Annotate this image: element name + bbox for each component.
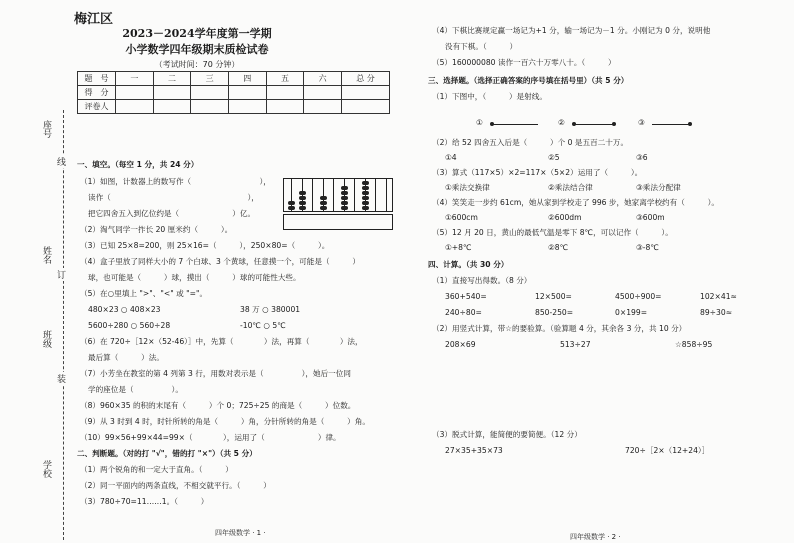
line-figure [492, 124, 538, 125]
section-fill-blank: 一、填空。（每空 1 分，共 24 分） [77, 160, 199, 169]
question-text: （8）960×35 的积的末尾有（ ）个 0；725÷25 的商是（ ）位数。 [80, 401, 356, 410]
abacus-bead [341, 191, 348, 195]
exam-time: （考试时间：70 分钟） [154, 60, 240, 69]
question-text: （9）从 3 时到 4 时，时针所转的角是（ ）角，分针所转的角是（ ）角。 [80, 417, 370, 426]
abacus-bead [362, 201, 369, 205]
question-text: （6）在 720÷［12×（52-46）］中，先算（ ）法，再算（ ）法， [80, 337, 363, 346]
choice-option[interactable]: ②600dm [548, 213, 582, 222]
calc-item: 240÷80= [445, 308, 482, 317]
calc-item: 208×69 [445, 340, 476, 349]
question-text: （2）淘气同学一拃长 20 厘米约（ ）。 [80, 225, 233, 234]
question-text: （4）盒子里放了同样大小的 7 个白球、3 个黄球，任意摸一个，可能是（ ） [80, 257, 360, 266]
abacus-rod [354, 178, 355, 212]
calc-item: 27×35+35×73 [445, 446, 503, 455]
choice-option[interactable]: ②5 [548, 153, 560, 162]
abacus-rod [375, 178, 376, 212]
choice-option[interactable]: ③600m [636, 213, 665, 222]
choice-option[interactable]: ②乘法结合律 [548, 183, 593, 192]
score-cell: 题 号 [78, 72, 116, 86]
score-input-cell[interactable] [153, 86, 191, 100]
calc-item: 12×500= [535, 292, 572, 301]
grader-input-cell[interactable] [228, 100, 266, 114]
grader-input-cell[interactable] [191, 100, 229, 114]
score-cell: 得 分 [78, 86, 116, 100]
option-label: ② [558, 118, 565, 127]
question-text: （2）给 52 四舍五入后是（ ）个 0 是五百二十万。 [432, 138, 629, 147]
exam-title: 小学数学四年级期末质检试卷 [125, 43, 269, 56]
line-figure [574, 124, 614, 125]
calc-item: 89÷30≈ [700, 308, 733, 317]
abacus-bead [288, 201, 295, 205]
score-input-cell[interactable] [228, 86, 266, 100]
abacus-bead [362, 196, 369, 200]
question-text: （1）直接写出得数。（8 分） [432, 276, 532, 285]
score-cell: 四 [228, 72, 266, 86]
grader-input-cell[interactable] [153, 100, 191, 114]
point-mark [612, 122, 616, 126]
question-text: （10）99×56+99×44=99×（ ），运用了（ ）律。 [80, 433, 341, 442]
binding-char: 装 [57, 372, 66, 385]
abacus-rod [312, 178, 313, 212]
abacus-bead [320, 206, 327, 210]
abacus-bead [341, 186, 348, 190]
abacus-bead [288, 206, 295, 210]
binding-char: 订 [57, 268, 66, 281]
choice-option[interactable]: ①+8℃ [445, 243, 472, 252]
binding-dashed-line [63, 110, 64, 540]
question-text: （1）下图中，（ ）是射线。 [432, 92, 547, 101]
question-text: （3）算式（117×5）×2=117×（5×2）运用了（ ）。 [432, 168, 643, 177]
question-text: 把它四舍五入到亿位约是（ ）亿。 [88, 209, 256, 218]
abacus-bead [362, 186, 369, 190]
school-label: 学校 [41, 460, 51, 478]
abacus-bead [299, 191, 306, 195]
calc-item: 0×199= [615, 308, 648, 317]
calc-item: 360+540= [445, 292, 487, 301]
class-label: 班级 [41, 330, 51, 348]
grader-input-cell[interactable] [304, 100, 342, 114]
abacus-place-labels [283, 214, 393, 230]
binding-char: 线 [57, 155, 66, 168]
section-choice: 三、选择题。（选择正确答案的序号填在括号里）（共 5 分） [428, 76, 629, 85]
option-label: ③ [638, 118, 645, 127]
question-text: （4）下棋比赛规定赢一场记为+1 分，输一场记为－1 分。小刚记为 0 分，说明他 [432, 26, 711, 35]
abacus-bead [362, 181, 369, 185]
abacus-bead [362, 206, 369, 210]
abacus-figure [283, 178, 393, 230]
question-text: 读作（ ）， [88, 193, 259, 202]
score-table-header-row [78, 72, 390, 86]
question-text: 最后算（ ）法。 [88, 353, 164, 362]
score-table-row [78, 86, 390, 100]
calc-item: 720÷［2×（12+24）］ [625, 446, 710, 455]
calc-item: ☆858÷95 [675, 340, 713, 349]
question-text: （5）在○里填上 ">"、"<" 或 "="。 [80, 289, 208, 298]
score-input-cell[interactable] [191, 86, 229, 100]
question-text: （1）如图，计数器上的数写作（ ）， [80, 177, 271, 186]
score-cell: 五 [266, 72, 304, 86]
choice-option[interactable]: ③-8℃ [636, 243, 659, 252]
question-text: （1）两个锐角的和一定大于直角。（ ） [80, 465, 233, 474]
abacus-rod [386, 178, 387, 212]
compare-item: 480×23 ○ 408×23 [88, 305, 161, 314]
choice-option[interactable]: ②8℃ [548, 243, 569, 252]
district-stamp: 梅江区 [74, 12, 114, 27]
calc-item: 850-250= [535, 308, 574, 317]
score-table [77, 71, 390, 114]
calc-item: 4500÷900= [615, 292, 662, 301]
score-input-cell[interactable] [342, 86, 390, 100]
choice-option[interactable]: ①乘法交换律 [445, 183, 490, 192]
score-cell: 一 [116, 72, 154, 86]
calc-item: 102×41≈ [700, 292, 737, 301]
question-text: （5）160000080 读作一百六十万零八十。（ ） [432, 58, 616, 67]
question-text: （7）小芳坐在教室的第 4 列第 3 行，用数对表示是（ ），她后一位同 [80, 369, 351, 378]
question-text: （3）脱式计算，能简便的要简便。（12 分） [432, 430, 582, 439]
abacus-bead [341, 206, 348, 210]
question-text: （2）同一平面内的两条直线，不相交就平行。（ ） [80, 481, 271, 490]
compare-item: 5600÷280 ○ 560÷28 [88, 321, 171, 330]
score-cell: 六 [304, 72, 342, 86]
abacus-bead [341, 196, 348, 200]
choice-option[interactable]: ①4 [445, 153, 457, 162]
abacus-bead [299, 196, 306, 200]
grader-input-cell[interactable] [266, 100, 304, 114]
score-cell: 三 [191, 72, 229, 86]
seat-label: 座号 [41, 120, 51, 138]
abacus-bead [320, 196, 327, 200]
score-cell: 总 分 [342, 72, 390, 86]
choice-option[interactable]: ③乘法分配律 [636, 183, 681, 192]
abacus-bead [341, 201, 348, 205]
point-mark [688, 122, 692, 126]
score-input-cell[interactable] [304, 86, 342, 100]
abacus-bead [362, 191, 369, 195]
section-calculation: 四、计算。（共 30 分） [428, 260, 509, 269]
ray-figures [476, 118, 706, 132]
grader-input-cell[interactable] [116, 100, 154, 114]
page-footer-2: 四年级数学 · 2 · [570, 533, 621, 541]
page-footer-1: 四年级数学 · 1 · [215, 529, 266, 537]
question-text: （5）12 月 20 日，黄山的最低气温是零下 8℃，可以记作（ ）。 [432, 228, 673, 237]
score-cell: 评卷人 [78, 100, 116, 114]
score-input-cell[interactable] [266, 86, 304, 100]
abacus-bead [320, 201, 327, 205]
question-text: （4）笑笑走一步约 61cm，她从家到学校走了 996 步，她家离学校约有（ ）。 [432, 198, 719, 207]
calc-item: 513÷27 [560, 340, 591, 349]
abacus-bead [299, 201, 306, 205]
question-text: 球，也可能是（ ）球，摸出（ ）球的可能性大些。 [88, 273, 301, 282]
exam-title-year: 2023－2024学年度第一学期 [122, 27, 272, 40]
question-text: （3）780÷70=11……1。（ ） [80, 497, 209, 506]
grader-input-cell[interactable] [342, 100, 390, 114]
compare-item: 38 万 ○ 380001 [240, 305, 301, 314]
score-cell: 二 [153, 72, 191, 86]
question-text: （2）用竖式计算，带☆的要验算。（验算题 4 分，其余各 3 分，共 10 分） [432, 324, 687, 333]
question-text: （3）已知 25×8=200，则 25×16=（ ），250×80=（ ）。 [80, 241, 330, 250]
name-label: 姓名 [41, 246, 51, 264]
abacus-rod [333, 178, 334, 212]
question-text: 学的座位是（ ）。 [88, 385, 183, 394]
section-true-false: 二、判断题。（对的打 "√"，错的打 "×"）（共 5 分） [77, 449, 257, 458]
abacus-bead [299, 206, 306, 210]
line-figure [652, 124, 690, 125]
score-input-cell[interactable] [116, 86, 154, 100]
choice-option[interactable]: ①600cm [445, 213, 478, 222]
score-table-row [78, 100, 390, 114]
choice-option[interactable]: ③6 [636, 153, 648, 162]
question-text: 没有下棋。（ ） [445, 42, 518, 51]
option-label: ① [476, 118, 483, 127]
compare-item: -10℃ ○ 5℃ [240, 321, 286, 330]
